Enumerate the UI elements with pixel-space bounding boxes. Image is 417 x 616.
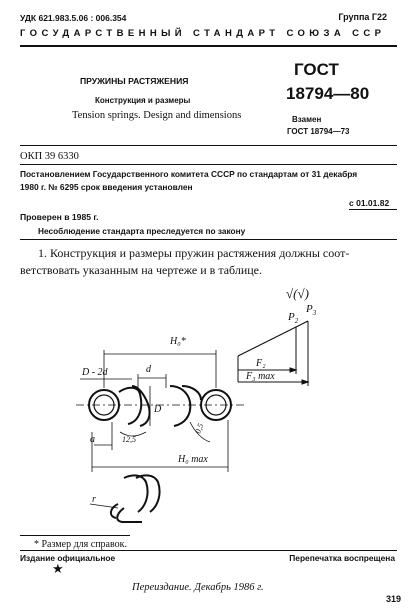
replace-label: Взамен [292,115,322,124]
reprint-notice: Перепечатка воспрещена [289,553,395,563]
decree-rule [20,239,397,240]
f3-max-label: F₃ max [246,371,275,382]
checked-year: Проверен в 1985 г. [20,212,99,222]
p3-label: $P_3$ [306,303,317,317]
hook-detail-view [111,475,160,522]
okp-rule [20,164,397,165]
d-wire-label: d [146,364,151,375]
angle-label-1: 12,5 [122,435,136,444]
footer-rule [20,550,397,551]
h0-max-label: H₀ max [178,454,208,465]
d-outer-label: D - 2d [82,367,108,378]
standard-subtitle: Конструкция и размеры [95,96,191,105]
gost-label: ГОСТ [294,60,339,79]
replaced-standard: ГОСТ 18794—73 [287,127,350,136]
a-label: a [90,434,95,445]
effective-date-underline [349,209,397,210]
angle-label-2: 0,5 [193,422,206,435]
spring-drawing [20,282,400,530]
decree-line-1: Постановлением Государственного комитета СССР по стандартам от 31 декабря [20,169,358,179]
d-diameter-label: D [154,404,162,415]
footnote-rule [20,535,130,536]
english-title: Tension springs. Design and dimensions [72,110,242,121]
footnote: * Размер для справок. [34,539,127,550]
title-rule [20,145,397,146]
page-number: 319 [385,594,401,604]
effective-date: с 01.01.82 [349,198,390,208]
state-standard-banner: ГОСУДАРСТВЕННЫЙ СТАНДАРТ СОЮЗА ССР [20,28,386,39]
paragraph-line-1: 1. Конструкция и размеры пружин растяжения должны соот- [38,246,350,260]
f2-label: F₂ [256,358,266,369]
official-edition: Издание официальное [20,553,116,563]
header-rule [20,45,397,47]
r-label: r [92,494,96,505]
group-code: Группа Г22 [338,12,387,22]
paragraph-line-2: ветствовать указанным на чертеже и в таблице. [20,263,262,277]
standard-title: ПРУЖИНЫ РАСТЯЖЕНИЯ [80,76,189,86]
decree-line-2: 1980 г. № 6295 срок введения установлен [20,182,193,192]
h0-star-label: H₀* [170,336,186,347]
p2-label: $P_2$ [288,311,299,325]
gost-number: 18794—80 [286,84,370,103]
udk-code: УДК 621.983.5.06 : 006.354 [20,13,127,23]
star-icon: ★ [52,561,64,576]
reissue-note: Переиздание. Декабрь 1986 г. [132,582,264,593]
okp-code: ОКП 39 6330 [20,151,79,162]
roughness-sign: √(√) [286,286,309,301]
law-notice: Несоблюдение стандарта преследуется по закону [38,226,246,236]
